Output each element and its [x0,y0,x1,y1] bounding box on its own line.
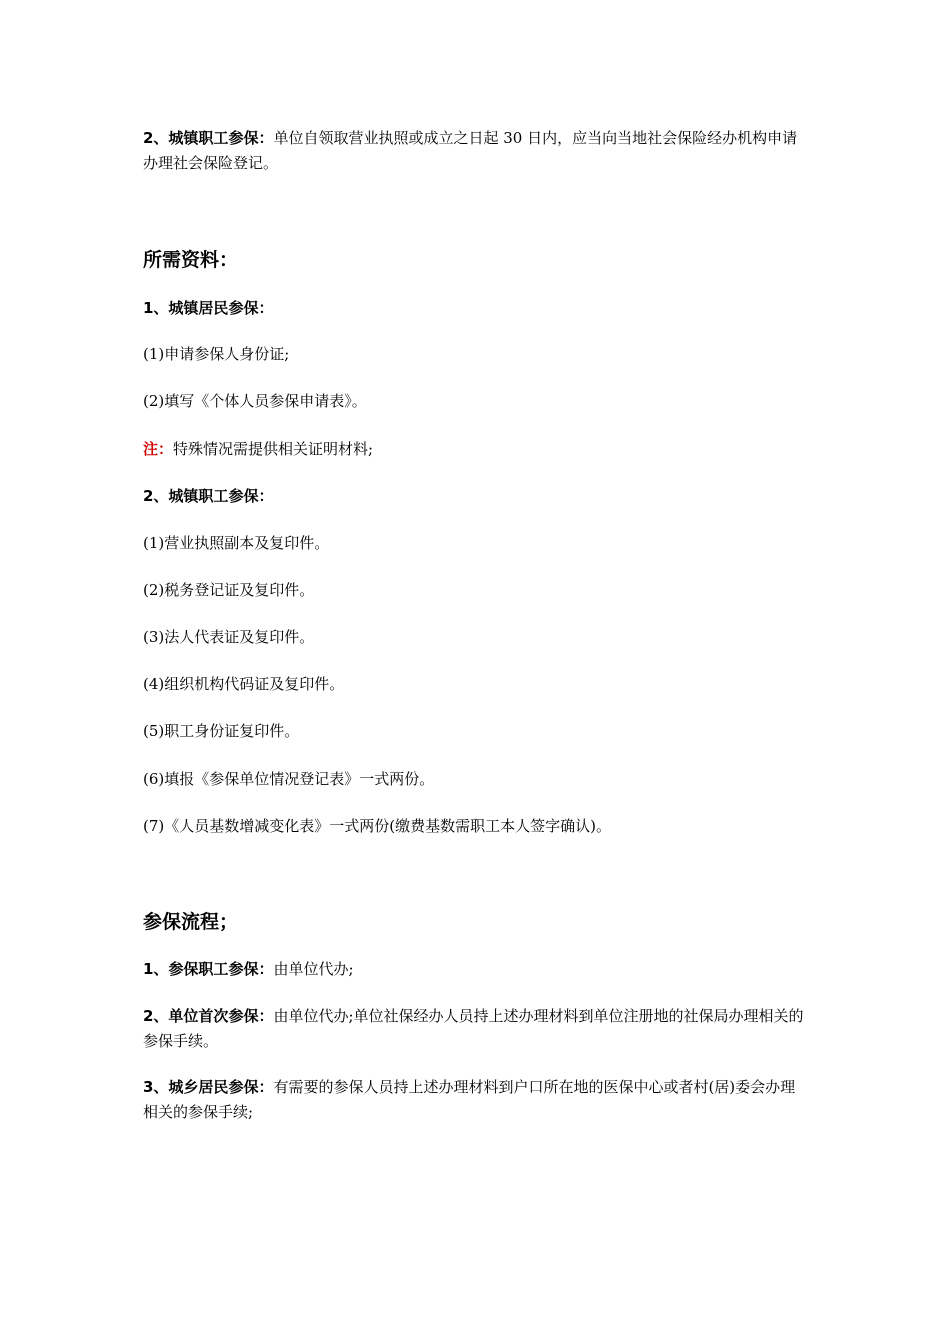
process-item-label: 1、参保职工参保： [143,960,274,978]
list-item: (6)填报《参保单位情况登记表》一式两份。 [143,770,435,788]
section-label: 1、城镇居民参保： [143,299,274,317]
list-item: (2)税务登记证及复印件。 [143,581,315,599]
note-label: 注： [143,440,174,458]
process-item-label: 3、城乡居民参保： [143,1078,274,1096]
list-item: (1)营业执照副本及复印件。 [143,534,330,552]
note-text: 特殊情况需提供相关证明材料; [173,440,374,458]
list-item: (1)申请参保人身份证; [143,345,290,363]
materials-note [143,437,808,462]
registration-item-employee [143,126,808,176]
process-item-text: 由单位代办; [273,960,354,978]
process-item-text: 由单位代办;单位社保经办人员持上述办理材料到单位注册地的社保局办理相关的参保手续。 [143,1007,804,1050]
registration-item-text: 单位自领取营业执照或成立之日起 30 日内，应当向当地社会保险经办机构申请办理社会保险登记。 [143,129,798,172]
list-item: (2)填写《个体人员参保申请表》。 [143,392,367,410]
process-item [143,957,808,982]
process-item-text: 有需要的参保人员持上述办理材料到户口所在地的医保中心或者村(居)委会办理相关的参保手续; [143,1078,796,1121]
process-item [143,1075,808,1125]
materials-resident-label [143,296,808,321]
process-item [143,1004,808,1054]
materials-employee-label [143,484,808,509]
list-item: (5)职工身份证复印件。 [143,722,300,740]
list-item: (3)法人代表证及复印件。 [143,628,315,646]
list-item: (4)组织机构代码证及复印件。 [143,675,345,693]
section-label: 2、城镇职工参保： [143,487,274,505]
registration-item-label: 2、城镇职工参保： [143,129,274,147]
process-heading: 参保流程； [143,911,239,933]
process-item-label: 2、单位首次参保： [143,1007,274,1025]
list-item: (7)《人员基数增减变化表》一式两份(缴费基数需职工本人签字确认)。 [143,817,611,835]
materials-heading: 所需资料： [143,249,239,271]
